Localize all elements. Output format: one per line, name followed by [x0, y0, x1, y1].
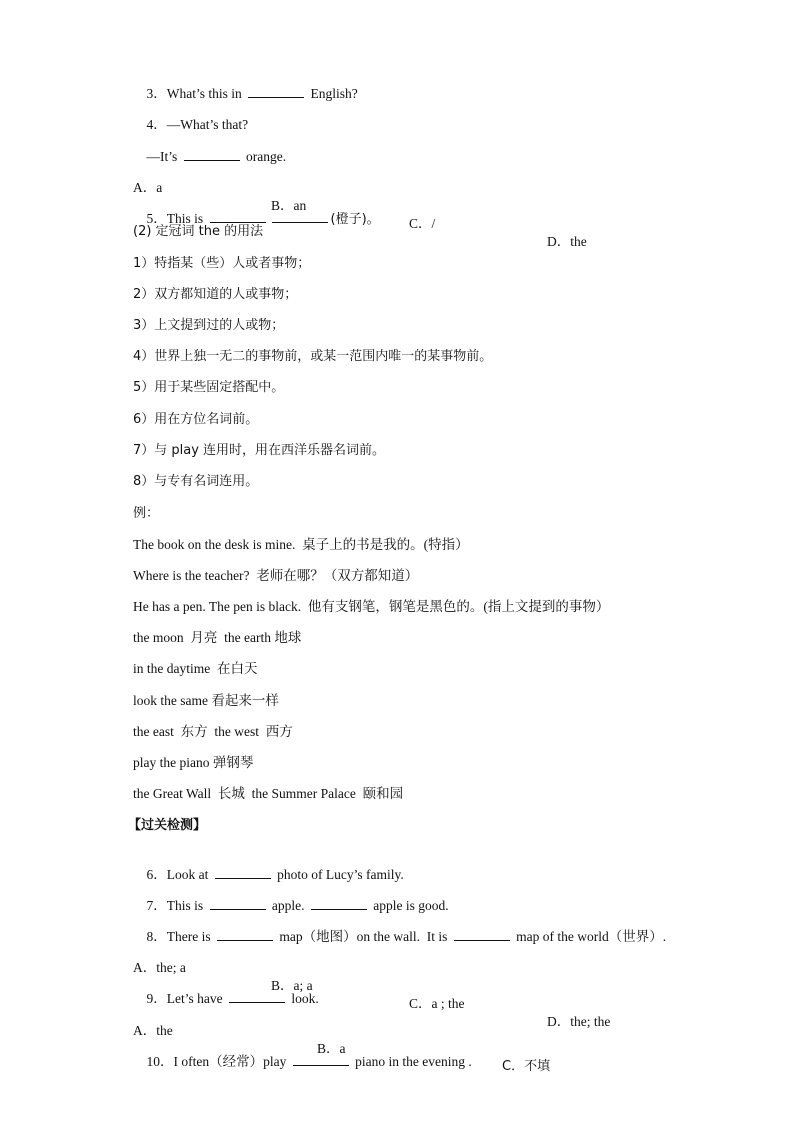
rule-item: 5）用于某些固定搭配中。	[133, 380, 285, 395]
example-line: the Great Wall 长城 the Summer Palace 颐和园	[133, 786, 404, 801]
example-line: the moon 月亮 the earth 地球	[133, 630, 302, 645]
answer-blank	[272, 210, 328, 223]
option-a: A．the; a	[133, 960, 186, 975]
answer-blank	[217, 928, 273, 941]
rule-item: 2）双方都知道的人或事物；	[133, 287, 298, 302]
example-line: in the daytime 在白天	[133, 661, 258, 676]
option-c: C．不填	[502, 1059, 551, 1074]
option-b: B．an	[271, 198, 307, 213]
answer-blank	[454, 928, 510, 941]
answer-blank	[210, 897, 266, 910]
option-d: D．the; the	[547, 1014, 611, 1029]
option-c: C．/	[409, 216, 436, 231]
rule-item: 4）世界上独一无二的事物前，或某一范围内唯一的某事物前。	[133, 349, 493, 364]
question-5: 5．This is (橙子)。	[146, 211, 380, 227]
rule-item: 8）与专有名词连用。	[133, 474, 259, 489]
answer-blank	[184, 148, 240, 161]
rule-item: 6）用在方位名词前。	[133, 412, 259, 427]
example-line: look the same 看起来一样	[133, 693, 279, 708]
rule-item: 3）上文提到过的人或物；	[133, 318, 285, 333]
option-a: A．the	[133, 1023, 173, 1038]
answer-blank	[293, 1053, 349, 1066]
question-6: 6．Look at photo of Lucy’s family.	[146, 867, 404, 882]
option-c: C．a ; the	[409, 996, 465, 1011]
answer-blank	[229, 990, 285, 1003]
answer-blank	[248, 85, 304, 98]
example-line: The book on the desk is mine. 桌子上的书是我的。(特指）	[133, 537, 469, 552]
example-line: He has a pen. The pen is black. 他有支钢笔，钢笔是黑色的。(指上文提到的事物）	[133, 599, 610, 614]
answer-blank	[311, 897, 367, 910]
question-10: 10．I often（经常）play piano in the evening .	[146, 1054, 472, 1069]
rule-item: 1）特指某（些）人或者事物；	[133, 256, 311, 271]
question-3: 3．What’s this in English?	[146, 86, 358, 101]
example-line: the east 东方 the west 西方	[133, 724, 293, 739]
option-b: B．a	[317, 1041, 346, 1056]
rule-item: 7）与 play 连用时，用在西洋乐器名词前。	[133, 443, 386, 458]
example-label: 例：	[133, 506, 160, 521]
answer-blank	[210, 210, 266, 223]
option-b: B．a; a	[271, 978, 313, 993]
question-4-response: —It’s orange.	[146, 149, 287, 164]
question-9: 9．Let’s have look.	[146, 991, 319, 1006]
section-heading: (2) 定冠词 the 的用法	[133, 224, 264, 239]
check-title: 【过关检测】	[128, 818, 207, 833]
answer-blank	[215, 866, 271, 879]
example-line: Where is the teacher? 老师在哪？（双方都知道）	[133, 568, 419, 583]
example-line: play the piano 弹钢琴	[133, 755, 254, 770]
option-d: D．the	[547, 234, 587, 249]
question-8: 8．There is map（地图）on the wall. It is map of the world（世界）.	[146, 929, 667, 944]
question-7: 7．This is apple. apple is good.	[146, 898, 449, 913]
question-4: 4．—What’s that?	[146, 117, 249, 132]
option-a: A．a	[133, 180, 163, 195]
